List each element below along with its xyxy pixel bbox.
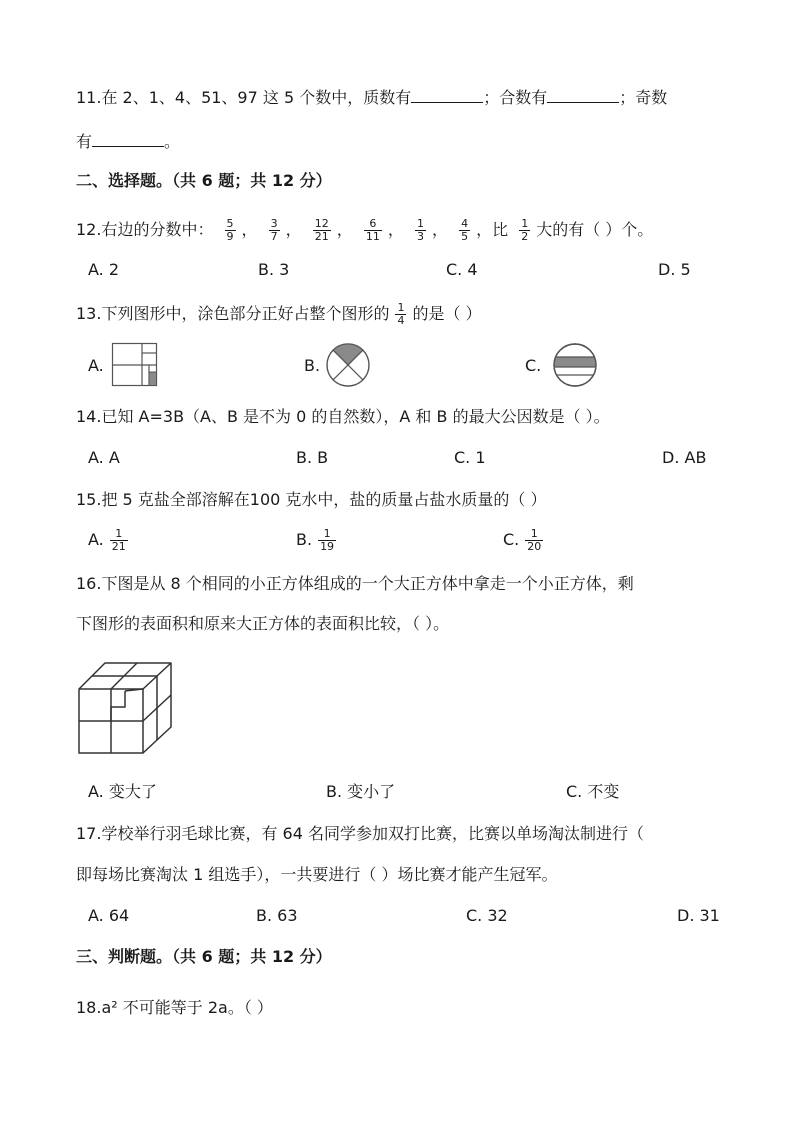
q15-option-b-label: B. — [296, 530, 313, 549]
q14-option-a[interactable]: A. A — [88, 448, 120, 467]
q11-blank-primes[interactable] — [411, 86, 483, 103]
q13-question — [76, 302, 482, 327]
q12-fraction-4: $\frac{6}{11}$ — [365, 217, 380, 243]
square-grid-figure — [112, 343, 158, 387]
q16-line2: 下图形的表面积和原来大正方体的表面积比较，（ ）。 — [76, 614, 450, 633]
q17-option-c[interactable]: C. 32 — [466, 906, 508, 925]
section-judgment-heading: 三、判断题。（共 6 题；共 12 分） — [76, 947, 332, 966]
circle-band-figure — [552, 342, 598, 388]
q12-fraction-1: $\frac{5}{9}$ — [226, 217, 234, 243]
q12-sep: ， — [285, 220, 302, 239]
q12-sep: ， — [431, 220, 448, 239]
q13-option-a[interactable]: A. — [88, 356, 104, 375]
q12-mid: ，比 — [476, 220, 509, 239]
q12-fraction-6: $\frac{4}{5}$ — [461, 217, 469, 243]
q12-fraction-2: $\frac{3}{7}$ — [270, 217, 278, 243]
q11-text-d: 有 — [76, 132, 93, 151]
q13-prefix: 13.下列图形中，涂色部分正好占整个图形的 — [76, 304, 390, 323]
q14-option-c[interactable]: C. 1 — [454, 448, 486, 467]
q11-text-e: 。 — [164, 132, 181, 151]
q15-option-c-fraction: $\frac{1}{20}$ — [527, 527, 542, 553]
q11-line1 — [76, 86, 667, 109]
q11-line2 — [76, 130, 180, 153]
q15-question: 15.把 5 克盐全部溶解在100 克水中，盐的质量占盐水质量的（ ） — [76, 490, 547, 509]
q16-option-b[interactable]: B. 变小了 — [326, 782, 396, 801]
q16-line1: 16.下图是从 8 个相同的小正方体组成的一个大正方体中拿走一个小正方体，剩 — [76, 574, 634, 593]
q11-text-a: 11.在 2、1、4、51、97 这 5 个数中，质数有 — [76, 88, 412, 107]
q11-blank-odds[interactable] — [92, 130, 164, 147]
q12-question — [76, 218, 653, 243]
q12-sep: ， — [241, 220, 258, 239]
q15-option-c[interactable] — [503, 528, 549, 553]
section-choice-heading: 二、选择题。（共 6 题；共 12 分） — [76, 171, 332, 190]
q15-option-b-fraction: $\frac{1}{19}$ — [320, 527, 335, 553]
q11-blank-composites[interactable] — [547, 86, 619, 103]
q17-option-d[interactable]: D. 31 — [677, 906, 720, 925]
q12-fraction-5: $\frac{1}{3}$ — [416, 217, 424, 243]
cube-figure — [76, 660, 176, 756]
q17-line2: 即每场比赛淘汰 1 组选手），一共要进行（ ）场比赛才能产生冠军。 — [76, 865, 558, 884]
q12-option-d[interactable]: D. 5 — [658, 260, 691, 279]
q12-suffix: 大的有（ ）个。 — [536, 220, 654, 239]
q12-option-a[interactable]: A. 2 — [88, 260, 120, 279]
q13-suffix: 的是（ ） — [412, 304, 482, 323]
q13-option-c[interactable]: C. — [525, 356, 542, 375]
q14-option-d[interactable]: D. AB — [662, 448, 707, 467]
q15-option-a-label: A. — [88, 530, 104, 549]
q14-question: 14.已知 A=3B（A、B 是不为 0 的自然数），A 和 B 的最大公因数是（ ）。 — [76, 407, 610, 426]
q12-sep: ， — [336, 220, 353, 239]
q11-text-c: ；奇数 — [619, 88, 668, 107]
q12-option-c[interactable]: C. 4 — [446, 260, 478, 279]
circle-sector-figure — [325, 342, 371, 388]
q16-option-a[interactable]: A. 变大了 — [88, 782, 157, 801]
q13-option-b[interactable]: B. — [304, 356, 321, 375]
q17-option-b[interactable]: B. 63 — [256, 906, 298, 925]
q12-fraction-3: $\frac{12}{21}$ — [314, 217, 329, 243]
q15-option-a[interactable] — [88, 528, 134, 553]
q12-compare-fraction: $\frac{1}{2}$ — [521, 217, 529, 243]
q14-option-b[interactable]: B. B — [296, 448, 329, 467]
q13-fraction: $\frac{1}{4}$ — [397, 301, 405, 327]
q15-option-a-fraction: $\frac{1}{21}$ — [111, 527, 126, 553]
q12-prefix: 12.右边的分数中： — [76, 220, 214, 239]
q17-line1: 17.学校举行羽毛球比赛，有 64 名同学参加双打比赛，比赛以单场淘汰制进行（ — [76, 824, 644, 843]
q15-option-b[interactable] — [296, 528, 342, 553]
q17-option-a[interactable]: A. 64 — [88, 906, 130, 925]
q15-option-c-label: C. — [503, 530, 520, 549]
q11-text-b: ；合数有 — [483, 88, 548, 107]
q18-question: 18.a² 不可能等于 2a。（ ） — [76, 998, 273, 1017]
q12-sep: ， — [387, 220, 404, 239]
q16-option-c[interactable]: C. 不变 — [566, 782, 620, 801]
q12-option-b[interactable]: B. 3 — [258, 260, 290, 279]
